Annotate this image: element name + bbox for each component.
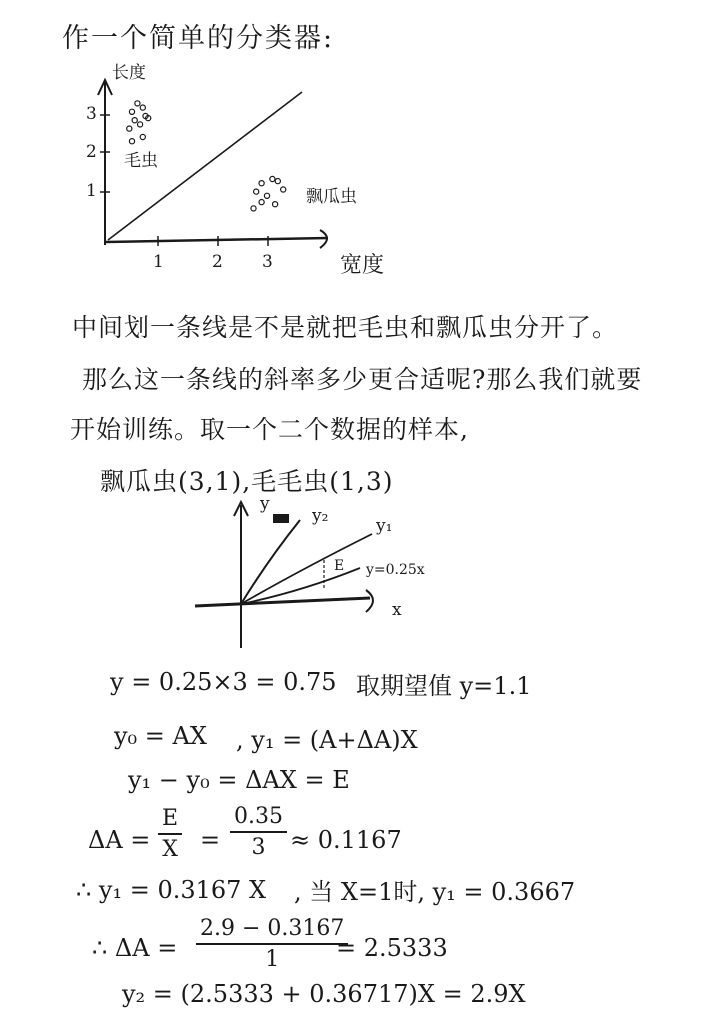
- line-y1-label: y₁: [376, 516, 393, 536]
- equation-3: y₁ − y₀ = ΔAX = E: [128, 766, 350, 794]
- equation-4-fraction-1-numerator: E: [162, 806, 179, 831]
- fraction-bar: [196, 943, 348, 945]
- equation-5-right: , 当 X=1时, y₁ = 0.3667: [294, 878, 576, 906]
- equation-6-result: = 2.5333: [336, 934, 448, 962]
- graph1-ytick-1: 1: [86, 181, 97, 201]
- cluster-b-label: 飘瓜虫: [306, 187, 357, 207]
- graph1-y-axis-label: 长度: [112, 63, 146, 83]
- paragraph-line-2: 那么这一条线的斜率多少更合适呢?那么我们就要: [82, 365, 643, 394]
- equation-4-equals: =: [200, 826, 221, 854]
- fraction-bar: [158, 833, 182, 835]
- equation-2-right: , y₁ = (A+ΔA)X: [236, 726, 418, 754]
- equation-1-right: 取期望值 y=1.1: [356, 672, 532, 700]
- page-title: 作一个简单的分类器:: [62, 23, 335, 54]
- graph1-x-axis-label: 宽度: [340, 253, 385, 278]
- graph1-ytick-3: 3: [86, 104, 97, 124]
- paragraph-line-3: 开始训练。取一个二个数据的样本,: [70, 415, 469, 444]
- samples-line: 飘瓜虫(3,1),毛毛虫(1,3): [100, 467, 394, 496]
- equation-4-lhs: ΔA =: [88, 826, 151, 854]
- line-y2-label: y₂: [312, 506, 329, 526]
- equation-5-left: ∴ y₁ = 0.3167 X: [76, 876, 267, 904]
- line-y-label: y=0.25x: [366, 562, 425, 578]
- sample-point-marker: [273, 514, 289, 523]
- equation-1-left: y = 0.25×3 = 0.75: [110, 668, 337, 696]
- equation-4-fraction-1-denominator: X: [162, 837, 178, 862]
- error-label: E: [334, 558, 345, 574]
- graph2-x-label: x: [392, 600, 402, 620]
- equation-4-fraction-2-denominator: 3: [251, 835, 266, 860]
- equation-6-fraction-denominator: 1: [265, 947, 280, 972]
- equation-2-left: y₀ = AX: [114, 722, 207, 750]
- graph1-ytick-2: 2: [86, 142, 97, 162]
- equation-4-fraction-2-numerator: 0.35: [234, 804, 283, 829]
- equation-7: y₂ = (2.5333 + 0.36717)X = 2.9X: [122, 980, 526, 1008]
- graph2-x-arrow: [366, 590, 373, 612]
- line-y1: [241, 534, 372, 604]
- fraction-bar: [230, 831, 287, 833]
- equation-6-lhs: ∴ ΔA =: [92, 934, 178, 962]
- cluster-a-label: 毛虫: [124, 151, 158, 171]
- equation-6-fraction-numerator: 2.9 − 0.3167: [200, 916, 345, 941]
- equation-4-fraction-1: [158, 806, 182, 862]
- equation-4-fraction-2: [230, 804, 287, 860]
- graph1-xtick-3: 3: [262, 252, 273, 272]
- graph1-xtick-1: 1: [153, 252, 164, 272]
- paragraph-line-1: 中间划一条线是不是就把毛虫和飘瓜虫分开了。: [72, 313, 619, 342]
- graph2-x-axis: [195, 598, 370, 606]
- graph1-xtick-2: 2: [212, 252, 223, 272]
- equation-4-result: ≈ 0.1167: [290, 826, 402, 854]
- graph2-y-label: y: [260, 494, 270, 514]
- equation-6-fraction: [196, 916, 348, 972]
